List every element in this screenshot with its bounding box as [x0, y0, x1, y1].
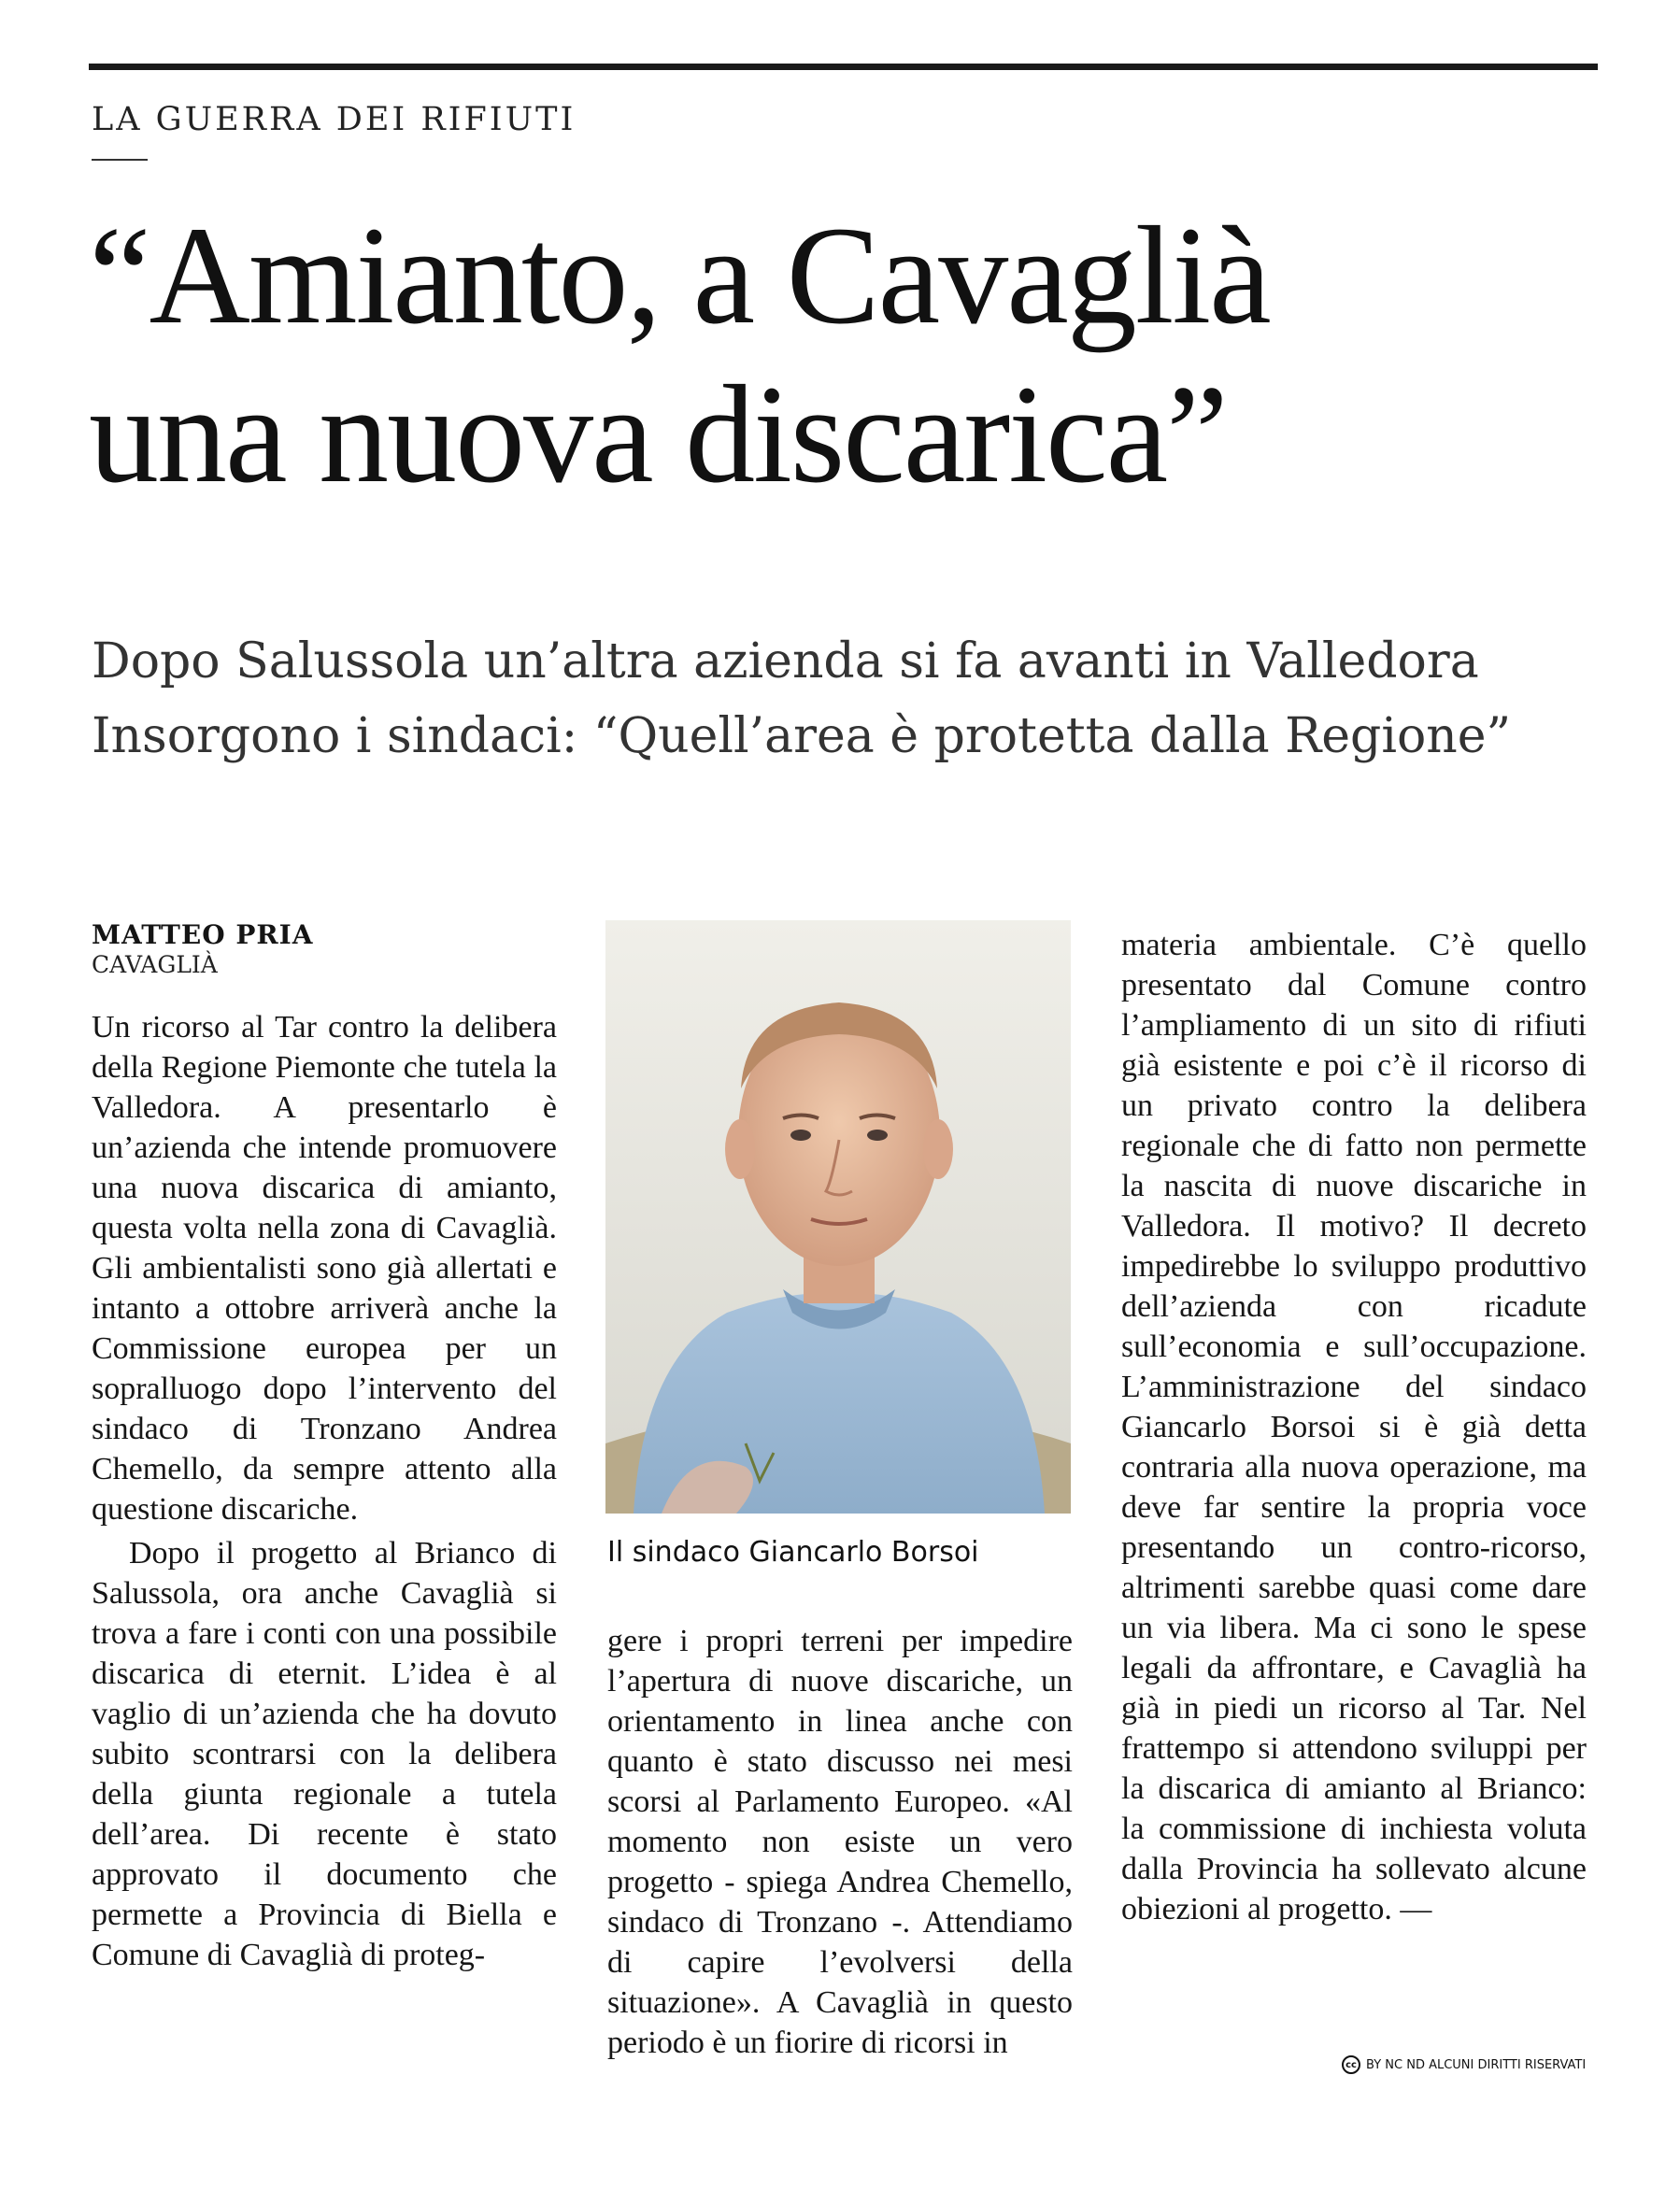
article-column-1 [92, 1007, 557, 1975]
section-kicker: LA GUERRA DEI RIFIUTI [92, 101, 577, 138]
headline-line-1: “Amianto, a Cavaglià [89, 198, 1270, 353]
portrait-illustration [605, 920, 1071, 1514]
paragraph: gere i propri terreni per impedire l’apertura di nuove discariche, un orientamento in linea anche con quanto è stato discusso nei mesi scorsi al Parlamento Europeo. «Al momento non esiste un vero progetto - spiega Andrea Chemello, sindaco di Tronzano -. Attendiamo di capire l’evolversi della situazione». A Cavaglià in questo periodo è un fiorire di ricorsi in [607, 1624, 1073, 2060]
headline [89, 196, 1621, 514]
portrait-photo [605, 920, 1071, 1514]
paragraph: materia ambientale. C’è quello presentato dal Comune contro l’ampliamento di un sito di rifiuti già esistente e poi c’è il ricorso di un privato contro la delibera regionale che di fatto non permette la nascita di nuove discariche in Valledora. Il motivo? Il decreto impedirebbe lo sviluppo produttivo dell’azienda con ricadute sull’economia e sull’occupazione. L’amministrazione del sindaco Giancarlo Borsoi si è già detta contraria alla nuova operazione, ma deve far sentire la propria voce presentando un contro-ricorso, altrimenti sarebbe quasi come dare un via libera. Ma ci sono le spese legali da affrontare, e Cavaglià ha già in piedi un ricorso al Tar. Nel frattempo si attendono sviluppi per la discarica di amianto al Brianco: la commissione di inchiesta voluta dalla Provincia ha sollevato alcune obiezioni al progetto. — [1121, 928, 1587, 1926]
byline-author: MATTEO PRIA [92, 919, 314, 950]
paragraph: Dopo il progetto al Brianco di Salussola, ora anche Cavaglià si trova a fare i conti con una possibile discarica di eternit. L’idea è al vaglio di un’azienda che ha dovuto subito scontrarsi con la delibera della giunta regionale a tutela dell’area. Di recente è stato approvato il documento che permette a Provincia di Biella e Comune di Cavaglià di proteg- [92, 1536, 557, 1972]
kicker-underline [92, 159, 148, 161]
headline-line-2: una nuova discarica” [89, 357, 1227, 512]
subheadline [92, 624, 1624, 774]
article-column-3 [1121, 925, 1587, 1929]
paragraph: Un ricorso al Tar contro la delibera della Regione Piemonte che tutela la Valledora. A presentarlo è un’azienda che intende promuovere una nuova discarica di amianto, questa volta nella zona di Cavaglià. Gli ambientalisti sono già allertati e intanto a ottobre arriverà anche la Commissione europea per un sopralluogo dopo l’intervento del sindaco di Tronzano Andrea Chemello, da sempre attento alla questione discariche. [92, 1010, 557, 1527]
cc-icon: cc [1342, 2055, 1360, 2074]
top-rule [89, 64, 1598, 70]
article-column-2 [607, 1621, 1073, 2063]
subhead-line-1: Dopo Salussola un’altra azienda si fa avanti in Valledora [92, 633, 1479, 689]
license-text: BY NC ND ALCUNI DIRITTI RISERVATI [1366, 2057, 1587, 2072]
license-notice [1342, 2055, 1586, 2074]
photo-caption: Il sindaco Giancarlo Borsoi [607, 1536, 979, 1569]
subhead-line-2: Insorgono i sindaci: “Quell’area è protetta dalla Regione” [92, 708, 1512, 764]
byline-place: CAVAGLIÀ [92, 951, 218, 978]
